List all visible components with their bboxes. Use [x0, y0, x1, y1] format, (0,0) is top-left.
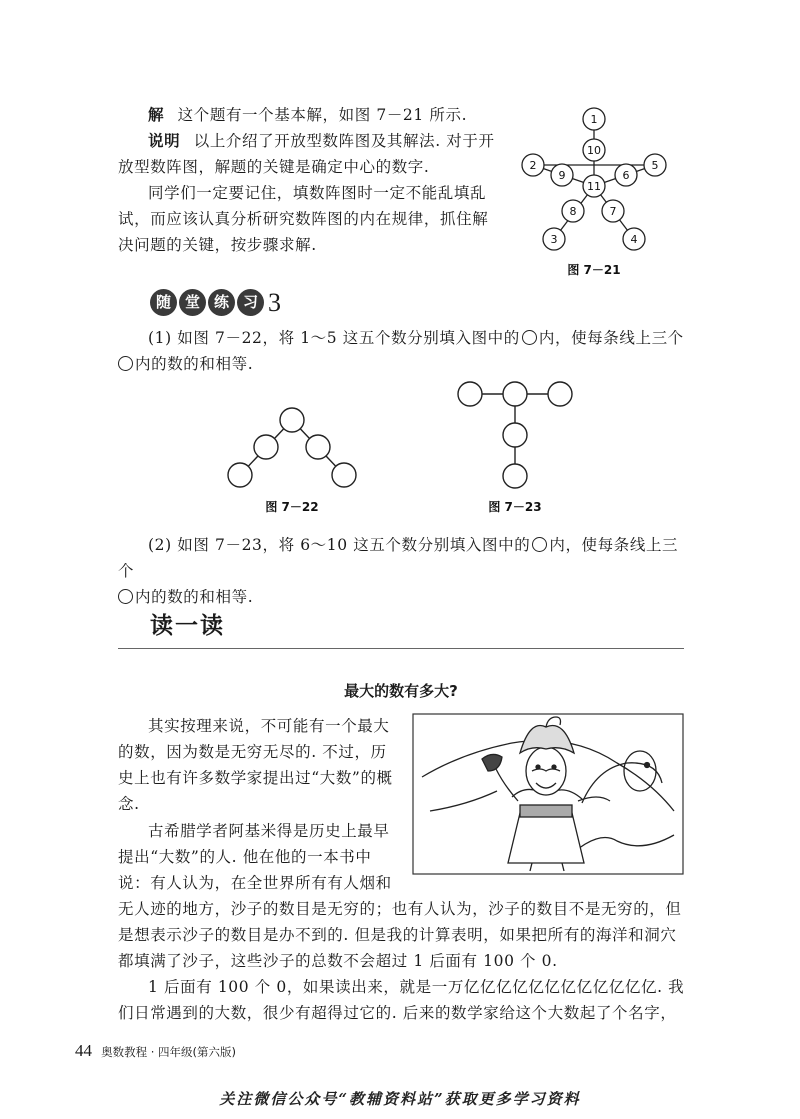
blank-circle — [332, 463, 356, 487]
node-label-6: 6 — [622, 169, 630, 182]
question-1 — [118, 325, 688, 377]
reading-title: 最大的数有多大? — [344, 682, 458, 700]
figure-7-21-caption: 图 7－21 — [567, 263, 621, 277]
solution-paragraph — [148, 102, 498, 128]
node-label-8: 8 — [569, 205, 577, 218]
reading-heading: 读一读 — [150, 613, 225, 639]
question-1-text-b: 内，使每条线上三个 — [538, 329, 684, 347]
solution-label: 解 — [148, 106, 165, 124]
node-label-4: 4 — [630, 233, 638, 246]
advice-paragraph: 同学们一定要记住，填数阵图时一定不能乱填乱试，而应该认真分析研究数阵图的内在规律，抓住解决问题的关键，按步骤求解. — [118, 184, 489, 254]
solution-text: 这个题有一个基本解，如图 7－21 所示. — [177, 106, 468, 124]
node-label-1: 1 — [590, 113, 598, 126]
reading-paragraph-1: 其实按理来说，不可能有一个最大的数，因为数是无穷无尽的. 不过，历史上也有许多数学家提出过“大数”的概念. — [118, 717, 393, 813]
blank-circle — [458, 382, 482, 406]
practice-heading — [150, 288, 281, 318]
practice-badge-1: 随 — [150, 289, 177, 316]
question-1-text-a: (1) 如图 7－22，将 1～5 这五个数分别填入图中的 — [148, 329, 520, 347]
explanation-label: 说明 — [148, 132, 181, 150]
circle-blank-icon — [118, 356, 133, 371]
blank-circle — [548, 382, 572, 406]
reading-paragraph-3: 1 后面有 100 个 0，如果读出来，就是一万亿亿亿亿亿亿亿亿亿亿亿亿. 我们日常遇到的大数，很少有超得过它的. 后来的数学家给这个大数起了个名字， — [118, 978, 685, 1022]
practice-badge-2: 堂 — [179, 289, 206, 316]
explanation-text: 以上介绍了开放型数阵图及其解法. 对于开放型数阵图，解题的关键是确定中心的数字. — [118, 132, 495, 176]
page-footer — [75, 1041, 236, 1061]
node-label-7: 7 — [609, 205, 617, 218]
blank-circle — [254, 435, 278, 459]
illustration-image — [412, 713, 684, 875]
node-label-10: 10 — [587, 144, 601, 157]
blank-circle — [503, 423, 527, 447]
figure-7-22-caption: 图 7－22 — [265, 500, 319, 514]
reading-paragraph-2a: 古希腊学者阿基米得是历史上最早提出“大数”的人. 他在他的一本书中说：有人认为，在全世界所有有人烟和 — [118, 822, 392, 892]
question-2 — [118, 532, 688, 610]
blank-circle — [280, 408, 304, 432]
node-label-3: 3 — [550, 233, 558, 246]
node-label-5: 5 — [651, 159, 659, 172]
question-1-text-c: 内的数的和相等. — [135, 355, 254, 373]
practice-number: 3 — [268, 288, 281, 317]
blank-circle — [503, 382, 527, 406]
watermark-text: 关注微信公众号“教辅资料站”获取更多学习资料 — [219, 1090, 581, 1108]
figure-7-21 — [510, 98, 685, 283]
section-divider — [118, 648, 684, 649]
explanation-paragraph — [118, 128, 503, 180]
question-2-text-b: 内，使每条线上三个 — [118, 536, 679, 580]
node-label-11: 11 — [587, 180, 601, 193]
figure-7-23 — [450, 378, 580, 518]
figure-7-23-caption: 图 7－23 — [488, 500, 542, 514]
figure-7-22 — [222, 405, 372, 515]
question-2-text-c: 内的数的和相等. — [135, 588, 254, 606]
practice-badge-3: 练 — [208, 289, 235, 316]
blank-circle — [306, 435, 330, 459]
question-2-text-a: (2) 如图 7－23，将 6～10 这五个数分别填入图中的 — [148, 536, 531, 554]
blank-circle — [503, 464, 527, 488]
node-label-2: 2 — [529, 159, 537, 172]
blank-circle — [228, 463, 252, 487]
practice-badge-4: 习 — [237, 289, 264, 316]
circle-blank-icon — [118, 589, 133, 604]
circle-blank-icon — [532, 537, 547, 552]
page-number: 44 — [75, 1041, 92, 1060]
circle-blank-icon — [522, 330, 537, 345]
reading-paragraph-2b: 无人迹的地方，沙子的数目是无穷的；也有人认为，沙子的数目不是无穷的，但是想表示沙子的数目是办不到的. 但是我的计算表明，如果把所有的海洋和洞穴都填满了沙子，这些沙子的总数不会超过 1 后面有 100 个 0. — [118, 900, 682, 970]
book-title: 奥数教程 · 四年级(第六版) — [101, 1045, 237, 1059]
node-label-9: 9 — [558, 169, 566, 182]
